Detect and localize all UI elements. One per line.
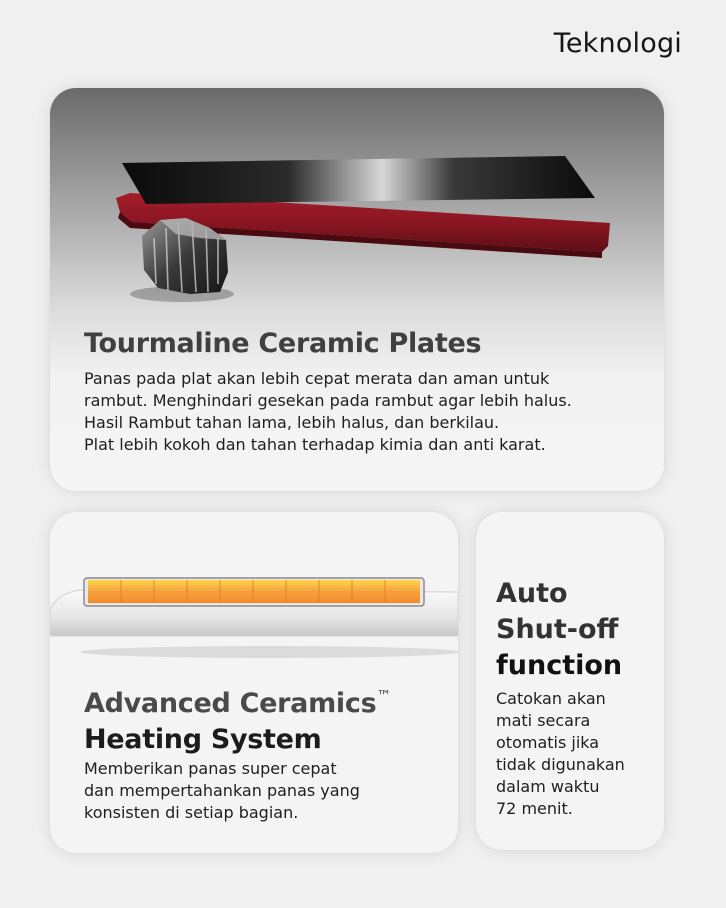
ceramics-description	[84, 758, 360, 824]
description-line: 72 menit.	[496, 799, 573, 818]
heading-line: Heating System	[84, 724, 322, 755]
black-tourmaline-plate	[122, 156, 595, 204]
description-line: rambut. Menghindari gesekan pada rambut agar lebih halus.	[84, 391, 572, 410]
description-line: dalam waktu	[496, 777, 600, 796]
tourmaline-description	[84, 368, 572, 456]
description-line: dan mempertahankan panas yang	[84, 781, 360, 800]
auto-shutoff-heading	[496, 576, 622, 684]
description-line: otomatis jika	[496, 733, 600, 752]
page-title: Teknologi	[553, 28, 682, 59]
description-line: Panas pada plat akan lebih cepat merata dan aman untuk	[84, 369, 550, 388]
heading-line: Auto	[496, 578, 568, 609]
description-line: konsisten di setiap bagian.	[84, 803, 299, 822]
tourmaline-card	[50, 88, 664, 491]
heading-line: Advanced Ceramics	[84, 688, 377, 719]
tourmaline-heading: Tourmaline Ceramic Plates	[84, 328, 482, 359]
description-line: Hasil Rambut tahan lama, lebih halus, dan berkilau.	[84, 413, 500, 432]
heading-line: function	[496, 650, 623, 681]
ceramics-heading	[84, 678, 391, 758]
auto-shutoff-card	[476, 512, 664, 850]
description-line: Catokan akan	[496, 689, 606, 708]
ceramics-card	[50, 512, 458, 853]
description-line: Memberikan panas super cepat	[84, 759, 337, 778]
description-line: Plat lebih kokoh dan tahan terhadap kimia dan anti karat.	[84, 435, 546, 454]
trademark-symbol: ™	[376, 687, 392, 705]
auto-shutoff-description	[496, 688, 625, 820]
description-line: tidak digunakan	[496, 755, 625, 774]
tourmaline-plates-image	[50, 88, 664, 318]
heading-line: Shut-off	[496, 614, 619, 645]
heating-plate-image	[50, 512, 458, 672]
description-line: mati secara	[496, 711, 591, 730]
